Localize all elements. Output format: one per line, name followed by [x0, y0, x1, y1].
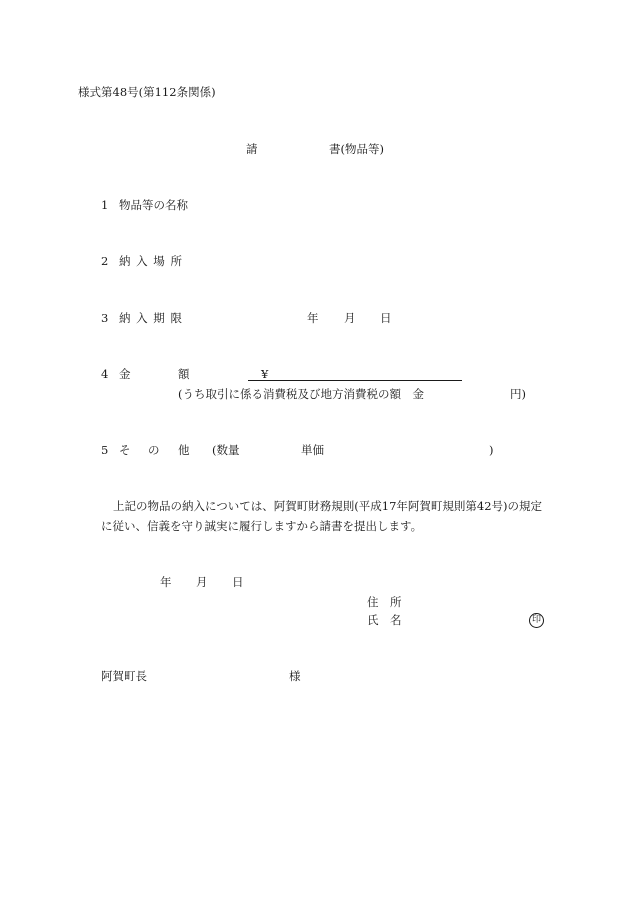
item-3-day: 日 [380, 311, 392, 325]
item-5-label-ta: 他 [178, 443, 190, 457]
document-title-right: 書(物品等) [329, 142, 384, 156]
item-4-label-gaku: 額 [178, 367, 190, 381]
item-3-year: 年 [307, 311, 319, 325]
date-month: 月 [196, 575, 208, 589]
unit-price-label: 単価 [301, 443, 324, 457]
item-5-label-so: そ [119, 443, 131, 457]
item-4-number: 4 [101, 367, 109, 381]
body-text-line-2: に従い、信義を守り誠実に履行しますから請書を提出します。 [101, 519, 423, 533]
item-1-number: 1 [101, 198, 109, 212]
date-day: 日 [232, 575, 244, 589]
yen-symbol: ¥ [261, 367, 269, 381]
item-4-label-kin: 金 [119, 367, 131, 381]
seal-mark: 印 [529, 613, 544, 628]
addressee-name: 阿賀町長 [101, 669, 147, 683]
item-1-label: 物品等の名称 [119, 198, 188, 212]
item-3-number: 3 [101, 311, 109, 325]
item-5-number: 5 [101, 443, 109, 457]
form-number-header: 様式第48号(第112条関係) [78, 85, 216, 99]
tax-note-right: 円) [510, 387, 526, 401]
amount-underline [248, 380, 462, 381]
item-5-label-no: の [148, 443, 160, 457]
body-text-line-1: 上記の物品の納入については、阿賀町財務規則(平成17年阿賀町規則第42号)の規定 [113, 499, 543, 513]
addressee-honorific: 様 [289, 669, 301, 683]
item-3-month: 月 [344, 311, 356, 325]
item-2-number: 2 [101, 254, 109, 268]
item-5-close-paren: ) [489, 443, 494, 457]
tax-note-left: (うち取引に係る消費税及び地方消費税の額 金 [178, 387, 424, 401]
date-year: 年 [160, 575, 172, 589]
item-2-label: 納 入 場 所 [119, 254, 183, 268]
address-label: 住 所 [367, 595, 402, 609]
item-3-label: 納 入 期 限 [119, 311, 183, 325]
quantity-label: (数量 [212, 443, 240, 457]
document-title-left: 請 [246, 142, 258, 156]
name-label: 氏 名 [367, 613, 402, 627]
